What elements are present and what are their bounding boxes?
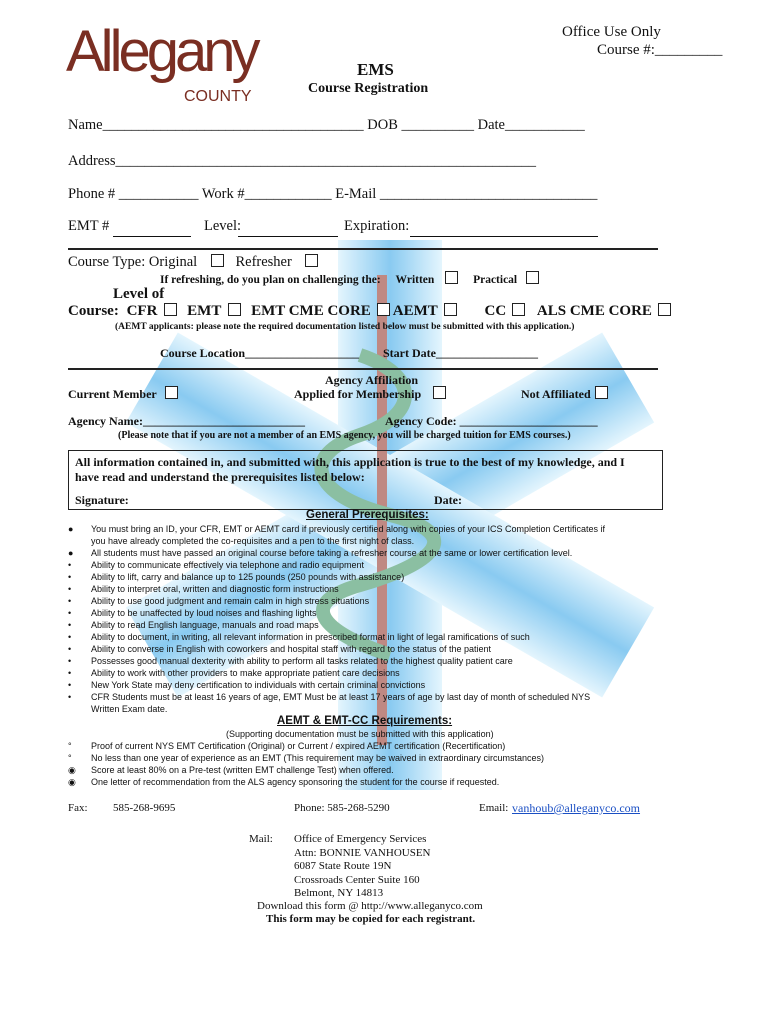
office-course-field[interactable]: Course #:_________ (597, 42, 723, 58)
aemt-requirements-sub: (Supporting documentation must be submitted with this application) (226, 729, 494, 739)
mail-line: 6087 State Route 19N (294, 860, 392, 872)
page-subtitle: Course Registration (308, 81, 429, 96)
not-affiliated-label: Not Affiliated (521, 387, 591, 401)
divider (68, 248, 658, 250)
logo-word: Allegany (66, 19, 257, 84)
agency-affiliation-title: Agency Affiliation (325, 373, 418, 387)
phone-work-email-row[interactable]: Phone # ___________ Work #____________ E-Mail ______________________________ (68, 186, 598, 202)
emt-cme-core-checkbox[interactable] (377, 303, 390, 316)
agency-code-field[interactable]: Agency Code: _______________________ (385, 414, 598, 428)
challenge-question: If refreshing, do you plan on challenging the: (160, 274, 381, 286)
applied-label: Applied for Membership (294, 387, 422, 401)
option-als-cme-core: ALS CME CORE (536, 303, 652, 319)
phone-number: Phone: 585-268-5290 (294, 802, 390, 814)
mail-label: Mail: (249, 833, 273, 845)
signature-field[interactable]: Signature: (75, 493, 129, 507)
list-item: • Ability to use good judgment and remain calm in high stress situations (68, 596, 370, 606)
option-emt-cme-core: EMT CME CORE (251, 303, 371, 319)
current-member-label: Current Member (68, 387, 157, 401)
agency-name-field[interactable]: Agency Name:___________________________ (68, 414, 305, 428)
option-cfr: CFR (126, 303, 158, 319)
course-level-row (68, 303, 671, 320)
current-member-option (68, 386, 178, 402)
level-label: Level: (204, 218, 242, 234)
list-item: ° No less than one year of experience as an EMT (This requirement may be waived in extraordinary circumstances) (68, 753, 545, 763)
general-prereq-heading: General Prerequisites: (306, 509, 429, 521)
original-label: Original (148, 254, 198, 270)
option-cc: CC (484, 303, 507, 319)
list-item: • Possesses good manual dexterity with ability to perform all tasks related to the highest quality patient care (68, 656, 513, 666)
download-note[interactable]: Download this form @ http://www.alleganyco.com (257, 900, 483, 912)
emt-number-field[interactable] (113, 236, 191, 237)
expiration-label: Expiration: (344, 218, 410, 234)
divider (68, 368, 658, 370)
office-use-label: Office Use Only (562, 24, 661, 40)
list-item: ° Proof of current NYS EMT Certification (Original) or Current / expired AEMT certification (Recertification) (68, 741, 506, 751)
fax-label: Fax: (68, 802, 88, 814)
attestation-date-field[interactable]: Date: (434, 493, 462, 507)
refresher-label: Refresher (235, 254, 292, 270)
expiration-field[interactable] (410, 236, 598, 237)
fax-number: 585-268-9695 (113, 802, 176, 814)
written-checkbox[interactable] (445, 271, 458, 284)
not-affiliated-checkbox[interactable] (595, 386, 608, 399)
mail-line: Crossroads Center Suite 160 (294, 873, 420, 886)
attestation-box (68, 450, 663, 510)
mail-line: Attn: BONNIE VANHOUSEN (294, 846, 431, 859)
list-item: ◉ Score at least 80% on a Pre-test (written EMT challenge Test) when offered. (68, 765, 394, 775)
list-item: you have already completed the co-requisites and a pen to the first night of class. (91, 536, 415, 546)
practical-checkbox[interactable] (526, 271, 539, 284)
list-item: • Ability to communicate effectively via telephone and radio equipment (68, 560, 364, 570)
list-item: • Ability to read English language, manuals and road maps (68, 620, 319, 630)
mail-line: Belmont, NY 14813 (294, 887, 384, 899)
challenge-row (160, 271, 539, 286)
list-item: • Ability to interpret oral, written and diagnostic form instructions (68, 584, 339, 594)
list-item: ◉ One letter of recommendation from the ALS agency sponsoring the student for the course if requested. (68, 777, 500, 787)
email-label: Email: (479, 802, 509, 814)
not-affiliated-option (521, 386, 608, 402)
course-label: Course: (68, 303, 119, 319)
cfr-checkbox[interactable] (164, 303, 177, 316)
aemt-note: (AEMT applicants: please note the required documentation listed below must be submitted with this application.) (115, 322, 575, 332)
tuition-note: (Please note that if you are not a member of an EMS agency, you will be charged tuition for EMS courses.) (118, 430, 571, 441)
cc-checkbox[interactable] (512, 303, 525, 316)
list-item: • Ability to document, in writing, all relevant information in prescribed format in light of legal ramifications of such (68, 632, 530, 642)
list-item: • Ability to be unaffected by loud noises and flashing lights (68, 608, 317, 618)
aemt-requirements-heading: AEMT & EMT-CC Requirements: (277, 715, 453, 727)
list-item: • Ability to work with other providers to make appropriate patient care decisions (68, 668, 400, 678)
option-emt: EMT (187, 303, 222, 319)
applied-checkbox[interactable] (433, 386, 446, 399)
current-member-checkbox[interactable] (165, 386, 178, 399)
address-field[interactable]: Address__________________________________________________________ (68, 153, 537, 169)
mail-address (294, 833, 431, 901)
course-location-field[interactable]: Course Location___________________ (160, 346, 359, 360)
level-field[interactable] (238, 236, 338, 237)
attestation-line2: have read and understand the prerequisites listed below: (75, 470, 365, 484)
emt-number-label: EMT # (68, 218, 110, 234)
list-item: • CFR Students must be at least 16 years of age, EMT Must be at least 17 years of age by last day of month of scheduled NYS (68, 692, 591, 702)
start-date-field[interactable]: Start Date_________________ (383, 346, 538, 360)
email-link[interactable]: vanhoub@alleganyco.com (512, 801, 641, 815)
option-aemt: AEMT (392, 303, 438, 319)
original-checkbox[interactable] (211, 254, 224, 267)
als-cme-core-checkbox[interactable] (658, 303, 671, 316)
logo-sub: COUNTY (184, 88, 252, 105)
practical-label: Practical (473, 274, 518, 286)
refresher-checkbox[interactable] (305, 254, 318, 267)
copy-note: This form may be copied for each registrant. (266, 913, 476, 925)
list-item: • New York State may deny certification to individuals with certain criminal convictions (68, 680, 426, 690)
attestation-line1: All information contained in, and submitted with, this application is true to the best of my knowledge, and I (75, 455, 625, 469)
course-type-label: Course Type: (68, 254, 146, 270)
allegany-county-logo (66, 18, 266, 118)
written-label: Written (395, 274, 435, 286)
level-of-title: Level of (113, 286, 165, 302)
list-item: ● You must bring an ID, your CFR, EMT or AEMT card if previously certified along with copies of your ICS Completion Certificates if (68, 524, 606, 534)
list-item: ● All students must have passed an original course before taking a refresher course at the same or lower certification level. (68, 548, 573, 558)
name-dob-date-row[interactable]: Name____________________________________ DOB __________ Date___________ (68, 117, 585, 133)
list-item: • Ability to lift, carry and balance up to 125 pounds (250 pounds with assistance) (68, 572, 405, 582)
course-type-row (68, 254, 318, 271)
mail-line: Office of Emergency Services (294, 833, 427, 845)
aemt-checkbox[interactable] (444, 303, 457, 316)
list-item: • Ability to converse in English with coworkers and hospital staff with regard to the status of the patient (68, 644, 492, 654)
list-item: Written Exam date. (91, 704, 168, 714)
applied-membership-option (294, 386, 446, 402)
page-title: EMS (357, 60, 394, 79)
emt-checkbox[interactable] (228, 303, 241, 316)
